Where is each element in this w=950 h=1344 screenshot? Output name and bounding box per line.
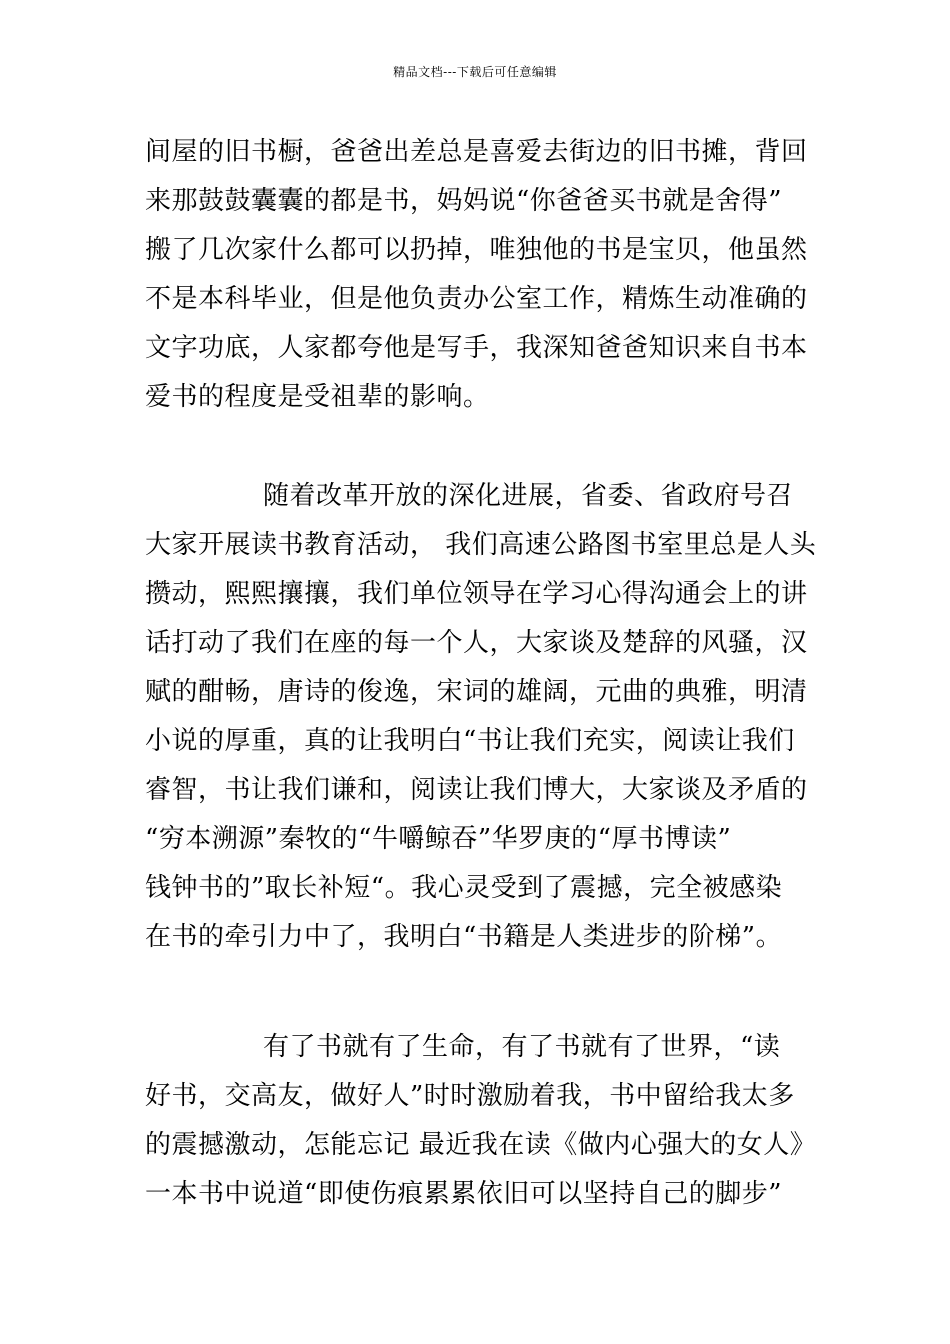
text-line: 大家开展读书教育活动， 我们高速公路图书室里总是人头: [145, 530, 817, 560]
paragraph-2: [145, 472, 817, 962]
text-line: 赋的酣畅，唐诗的俊逸，宋词的雄阔，元曲的典雅，明清: [145, 677, 808, 707]
text-line: 小说的厚重，真的让我明白“书让我们充实，阅读让我们: [145, 726, 795, 756]
text-line: 有了书就有了生命，有了书就有了世界，“读: [263, 1032, 781, 1062]
text-line: 睿智，书让我们谦和，阅读让我们博大，大家谈及矛盾的: [145, 775, 808, 805]
text-line: 不是本科毕业，但是他负责办公室工作，精炼生动准确的: [145, 284, 808, 314]
text-line: 好书，交高友，做好人”时时激励着我，书中留给我太多: [145, 1081, 795, 1111]
paragraph-1: [145, 128, 810, 422]
text-line: 一本书中说道“即使伤痕累累依旧可以坚持自己的脚步”: [145, 1179, 783, 1209]
page-header: 精品文档---下载后可任意编辑: [393, 65, 557, 79]
paragraph-3: [145, 1023, 817, 1219]
text-line: 钱钟书的”取长补短“。我心灵受到了震撼，完全被感染: [145, 873, 783, 903]
text-line: 话打动了我们在座的每一个人，大家谈及楚辞的风骚，汉: [145, 628, 808, 658]
text-line: 随着改革开放的深化进展，省委、省政府号召: [263, 481, 794, 511]
text-line: 搬了几次家什么都可以扔掉，唯独他的书是宝贝，他虽然: [145, 235, 808, 265]
text-line: 攒动，熙熙攘攘，我们单位领导在学习心得沟通会上的讲: [145, 579, 808, 609]
text-line: 在书的牵引力中了，我明白“书籍是人类进步的阶梯”。: [145, 922, 783, 952]
text-line: “穷本溯源”秦牧的“牛嚼鲸吞”华罗庚的“厚书博读”: [145, 824, 732, 854]
text-line: 爱书的程度是受祖辈的影响。: [145, 382, 490, 412]
text-line: 文字功底，人家都夸他是写手，我深知爸爸知识来自书本: [145, 333, 808, 363]
text-line: 的震撼激动，怎能忘记 最近我在读《做内心强大的女人》: [145, 1130, 817, 1160]
text-line: 间屋的旧书橱，爸爸出差总是喜爱去街边的旧书摊，背回: [145, 137, 808, 167]
text-line: 来那鼓鼓囊囊的都是书，妈妈说“你爸爸买书就是舍得”: [145, 186, 783, 216]
